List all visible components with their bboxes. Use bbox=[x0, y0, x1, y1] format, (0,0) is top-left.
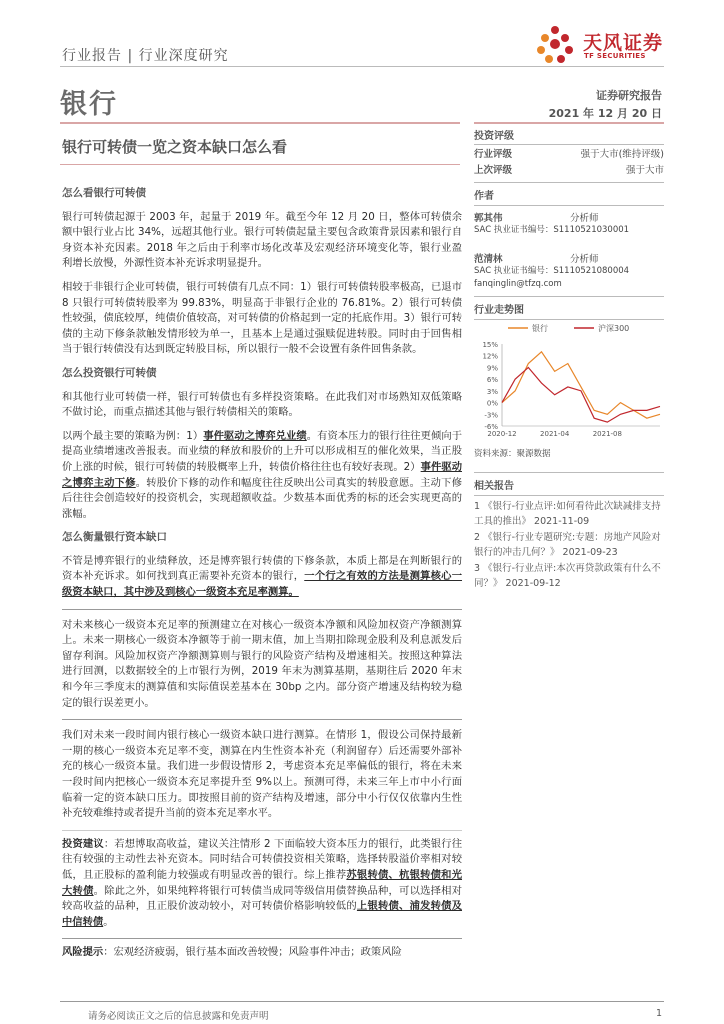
text-span: 。有资本压力的银行往往更倾向于提高业绩增速改善报表。而业绩的释放和股价的上升可以形成相互的催化效果，当正股价上涨的时候，银行可转债的转股概率上升，转债价格往往也有较好表现。2） bbox=[62, 429, 463, 473]
footer-divider bbox=[60, 1001, 664, 1002]
y-tick-label: -6% bbox=[484, 423, 498, 431]
related-report-2[interactable] bbox=[474, 531, 664, 560]
author-2 bbox=[474, 251, 664, 265]
risk-warning bbox=[62, 938, 462, 961]
key-method: 一个行之有效的方法是测算核心一级资本缺口，其中涉及到核心一级资本充足率测算。 bbox=[62, 570, 463, 599]
x-tick-label: 2021-08 bbox=[592, 430, 622, 438]
author-cert: SAC 执业证书编号：S1110521080004 bbox=[474, 266, 630, 276]
related-text: 《银行-行业点评:如何看待此次缺减排支持工具的推出》 2021-11-09 bbox=[474, 501, 661, 527]
text-span: 以两个最主要的策略为例：1） bbox=[62, 429, 204, 442]
prev-rating-value: 强于大市 bbox=[625, 165, 664, 176]
sidebar-divider bbox=[474, 472, 664, 473]
series-line bbox=[502, 352, 660, 418]
text-span: 。除此之外，如果纯粹将银行可转债当成同等级信用债替换品种，可以选择相对较高收益的品种，且正股价波动较小，对可转债价格影响较低的 bbox=[62, 884, 463, 913]
chart-lines bbox=[502, 352, 660, 422]
sidebar-rating bbox=[474, 122, 664, 177]
sidebar-divider bbox=[474, 182, 664, 183]
paragraph: 对未来核心一级资本充足率的预测建立在对核心一级资本净额和风险加权资产净额测算上。未来一期核心一级资本净额等于前一期末值，加上当期扣除现金股利及利息派发后留存利润。风险加权资产净额测算则与银行的风险资产结构及增速相关。按照这种算法进行回测，以数据较全的上市银行为例，2019 年末为测算基期，基期往后 2020 年末和今年三季度末的测算值和实际值误差基本在 30bp 之内。部分资产增速及结构较为稳定的银行误差更小。 bbox=[62, 618, 462, 709]
author-cert: SAC 执业证书编号：S1110521030001 bbox=[474, 225, 630, 235]
author-name: 郭其伟 bbox=[474, 213, 503, 224]
y-axis-ticks bbox=[482, 341, 502, 431]
industry-rating-label: 行业评级 bbox=[474, 149, 513, 160]
text-span: 不管是博弈银行的业绩释放，还是博弈银行转债的下修条款，本质上都是在判断银行的资本补充诉求。如何找到真正需要补充资本的银行， bbox=[62, 554, 462, 583]
text-span: ：若想博取高收益，建议关注情形 2 下面临较大资本压力的银行，此类银行往往有较强的主动性去补充资本。同时结合可转债投资相关策略，选择转股溢价率相对较低，且正股标的盈利能力较强或有明显改善的银行。综上推荐 bbox=[62, 837, 462, 881]
report-title: 银行可转债一览之资本缺口怎么看 bbox=[62, 138, 288, 156]
author-email[interactable]: fanqinglin@tfzq.com bbox=[474, 279, 562, 289]
header-divider bbox=[60, 66, 664, 67]
paragraph bbox=[62, 554, 462, 601]
related-text: 《银行-行业专题研究:专题：房地产风险对银行的冲击几何？》 2021-09-23 bbox=[474, 532, 661, 558]
legend-label: 沪深300 bbox=[598, 324, 630, 333]
logo-text-cn: 天风证券 bbox=[583, 32, 664, 54]
x-tick-label: 2020-12 bbox=[487, 430, 517, 438]
section-heading: 怎么衡量银行资本缺口 bbox=[62, 531, 167, 544]
report-category: 行业报告 | 行业深度研究 bbox=[62, 48, 229, 64]
related-title: 相关报告 bbox=[474, 481, 514, 492]
paragraph: 银行可转债起源于 2003 年，起量于 2019 年。截至今年 12 月 20 日，整体可转债余额中银行业占比 34%，远超其他行业。银行可转债起量主要包含政策背景因素和银行自身资本补充因素。2018 年之后由于利率市场化改革及宏观经济环境变化等，银行业盈利增长放慢，外源性资本补充诉求明显提升。 bbox=[62, 210, 462, 270]
title-divider-top bbox=[60, 122, 460, 124]
y-tick-label: 12% bbox=[482, 352, 498, 361]
divider bbox=[62, 609, 462, 610]
text-span: 。 bbox=[103, 915, 114, 928]
series-line bbox=[502, 367, 660, 422]
author-role: 分析师 bbox=[570, 213, 599, 224]
sidebar-divider bbox=[474, 495, 664, 496]
industry-rating-row bbox=[474, 145, 664, 161]
risk-label: 风险提示 bbox=[62, 946, 104, 959]
author-role: 分析师 bbox=[570, 254, 599, 265]
y-tick-label: -3% bbox=[484, 411, 498, 420]
main-content bbox=[62, 178, 462, 969]
paragraph bbox=[62, 429, 462, 523]
investment-advice bbox=[62, 830, 462, 931]
section-heading: 怎么投资银行可转债 bbox=[62, 366, 157, 379]
related-report-3[interactable] bbox=[474, 562, 664, 591]
paragraph: 相较于非银行企业可转债，银行可转债有几点不同：1）银行可转债转股率极高，已退市 8 只银行可转债转股率为 99.83%，明显高于非银行企业的 76.81%。2）银行可转债性较强，债底较厚，纯债价值较高，对可转债的价格起到一定的托底作用。3）银行可转债的主动下修条款触发情形较为单一，且基本上是通过强赎促进转股。同时由于回售相当于银行转债没有达到既定转股目标，所以银行一般不会设置有条件回售条款。 bbox=[62, 280, 462, 356]
strategy-1: 事件驱动之博弈兑业绩 bbox=[203, 429, 307, 442]
industry-rating-value: 强于大市(维持评级) bbox=[580, 149, 664, 160]
chart-source: 资料来源：聚源数据 bbox=[474, 449, 551, 459]
related-text: 《银行-行业点评:本次再贷款政策有什么不同？》 2021-09-12 bbox=[474, 563, 661, 589]
logo-text-en: TF SECURITIES bbox=[584, 52, 646, 60]
advice-label: 投资建议 bbox=[62, 837, 104, 850]
sidebar-related bbox=[474, 472, 664, 593]
y-tick-label: 9% bbox=[486, 364, 498, 373]
author-name: 范清林 bbox=[474, 254, 503, 265]
related-num: 2 bbox=[474, 532, 481, 543]
x-tick-label: 2021-04 bbox=[540, 430, 570, 438]
report-type: 证券研究报告 bbox=[596, 89, 662, 102]
sidebar-divider bbox=[474, 205, 664, 206]
y-tick-label: 6% bbox=[486, 376, 498, 385]
title-divider-bottom bbox=[60, 164, 460, 165]
strategy-2: 事件驱动之博弈主动下修 bbox=[62, 460, 462, 489]
alternative-bonds: 上银转债、浦发转债及中信转债 bbox=[62, 900, 463, 928]
y-tick-label: 0% bbox=[486, 399, 498, 408]
y-tick-label: 3% bbox=[486, 387, 498, 396]
industry-trend-chart bbox=[474, 318, 664, 440]
sidebar-divider bbox=[474, 296, 664, 297]
author-1 bbox=[474, 210, 664, 224]
legend-label: 银行 bbox=[532, 324, 548, 333]
related-num: 3 bbox=[474, 563, 481, 574]
trend-title: 行业走势图 bbox=[474, 305, 524, 316]
paragraph: 我们对未来一段时间内银行核心一级资本缺口进行测算。在情形 1，假设公司保持最新一期的核心一级资本充足率不变，测算在内生性资本补充（利润留存）后还需要外部补充的核心一级资本量。我们进一步假设情形 2，考虑资本充足率偏低的银行，将在未来一段时间内把核心一级资本充足率提升至 9%以上。预测可得，未来三年上市中小行面临着一定的资本缺口压力。即按照目前的资产结构及增速，部分中小行仅仅依靠内生性补充较难维持或者提升当前的资本充足率水平。 bbox=[62, 729, 462, 820]
y-tick-label: 15% bbox=[482, 341, 498, 349]
text-span: 。转股价下修的动作和幅度往往反映出公司真实的转股意愿。主动下修后往往会创造较好的投资机会，实现超额收益。少数基本面优秀的标的还会实现更高的涨幅。 bbox=[62, 476, 463, 520]
paragraph: 和其他行业可转债一样，银行可转债也有多样投资策略。在此我们对市场熟知双低策略不做讨论，而重点描述其他与银行转债相关的策略。 bbox=[62, 390, 462, 419]
x-axis-ticks bbox=[487, 426, 660, 438]
prev-rating-label: 上次评级 bbox=[474, 165, 513, 176]
section-heading: 怎么看银行可转债 bbox=[62, 187, 146, 199]
sidebar-authors bbox=[474, 182, 664, 291]
related-num: 1 bbox=[474, 501, 481, 512]
related-report-1[interactable] bbox=[474, 500, 664, 529]
prev-rating-row bbox=[474, 161, 664, 177]
report-date: 2021 年 12 月 20 日 bbox=[548, 107, 662, 120]
sector-title: 银行 bbox=[60, 89, 118, 120]
recommended-bonds: 苏银转债、杭银转债和光大转债 bbox=[62, 868, 463, 897]
rating-title: 投资评级 bbox=[474, 131, 514, 142]
footer-disclaimer: 请务必阅读正文之后的信息披露和免责声明 bbox=[88, 1011, 269, 1022]
sidebar-divider bbox=[474, 122, 664, 124]
divider bbox=[62, 719, 462, 720]
page-number: 1 bbox=[655, 1008, 662, 1019]
risk-text: ：宏观经济疲弱，银行基本面改善较慢；风险事件冲击；政策风险 bbox=[103, 946, 402, 959]
chart-legend bbox=[508, 323, 629, 333]
author-title: 作者 bbox=[474, 191, 494, 202]
sidebar-trend bbox=[474, 296, 664, 320]
